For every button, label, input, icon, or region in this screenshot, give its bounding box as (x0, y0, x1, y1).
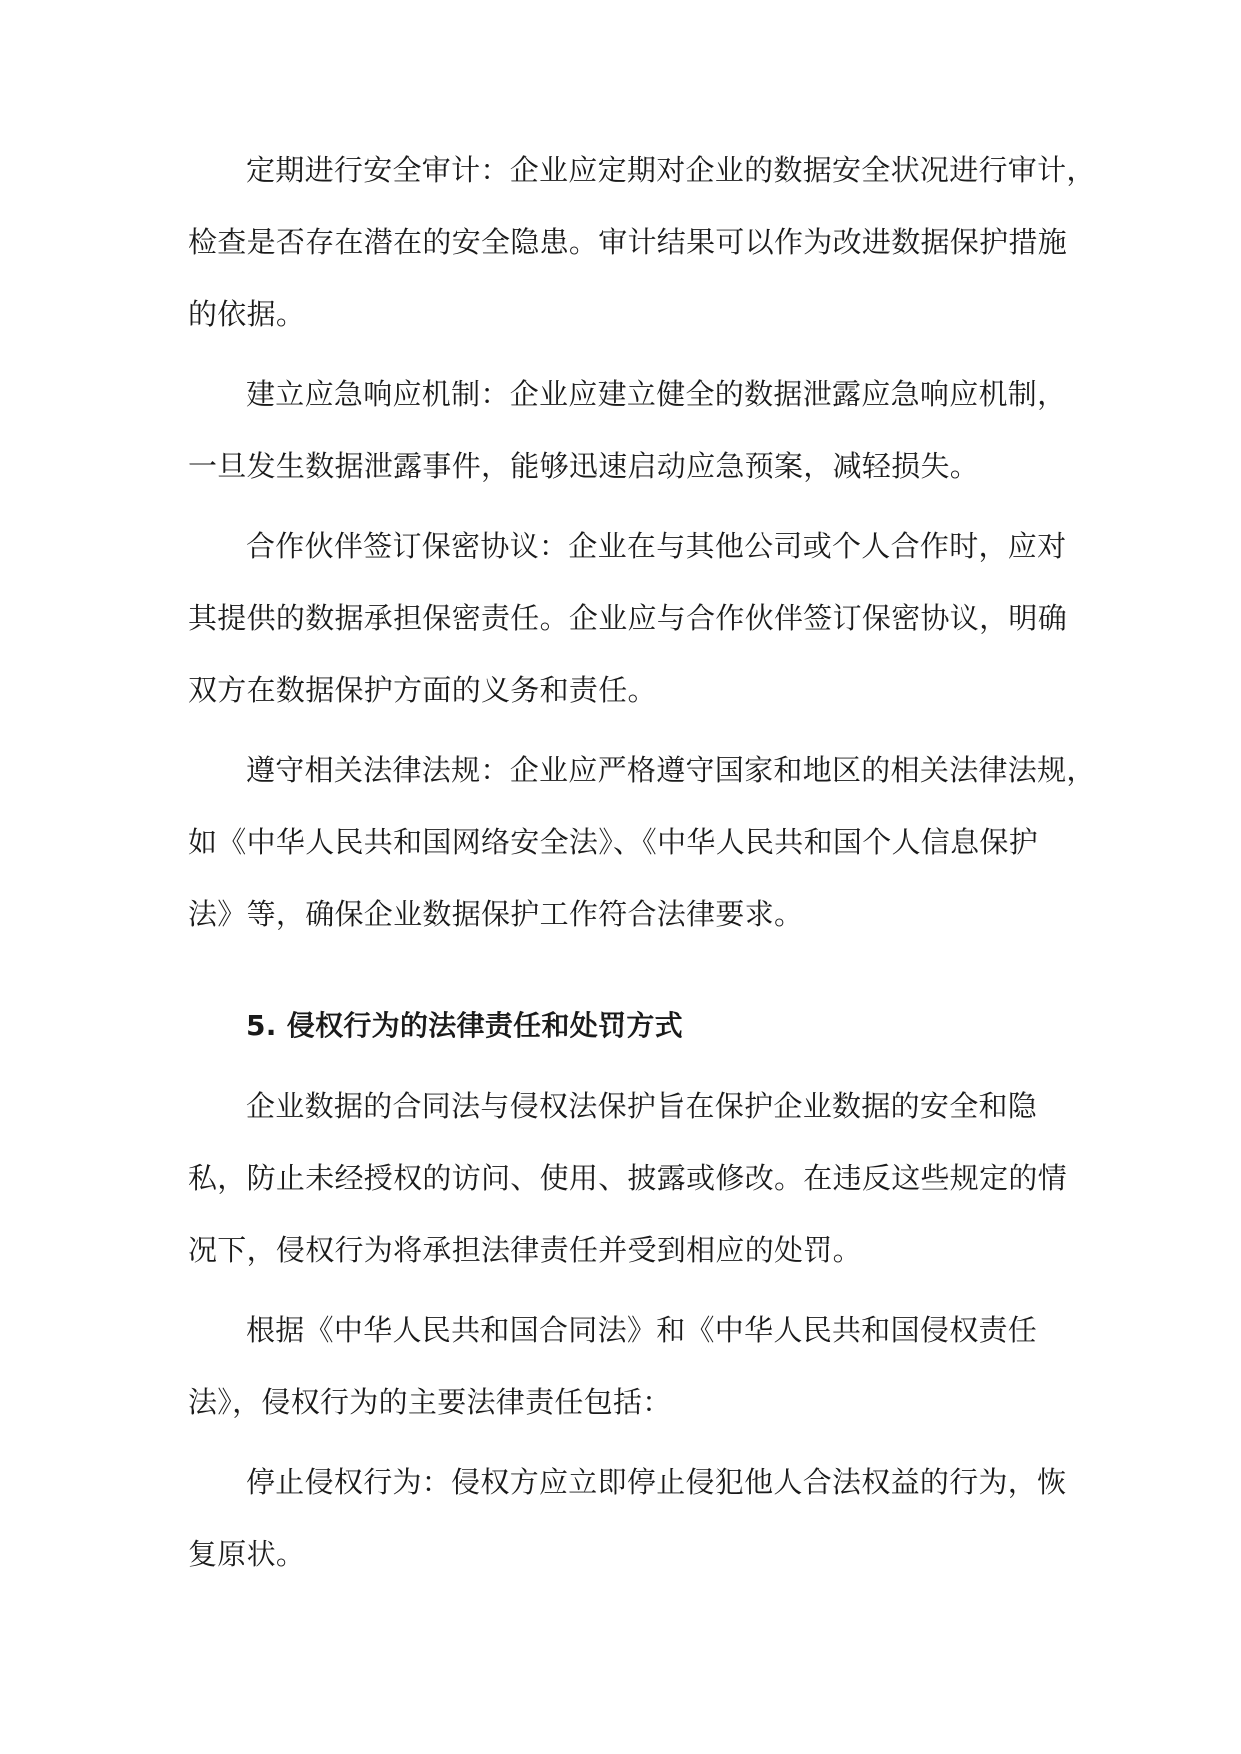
paragraph-line: 遵守相关法律法规：企业应严格遵守国家和地区的相关法律法规， (246, 753, 1096, 787)
paragraph-line: 合作伙伴签订保密协议：企业在与其他公司或个人合作时，应对 (246, 529, 1067, 563)
paragraph-line: 检查是否存在潜在的安全隐患。审计结果可以作为改进数据保护措施 (188, 225, 1068, 259)
paragraph-line: 法》等，确保企业数据保护工作符合法律要求。 (188, 897, 804, 931)
section-heading: 5. 侵权行为的法律责任和处罚方式 (246, 1009, 683, 1042)
paragraph-line: 根据《中华人民共和国合同法》和《中华人民共和国侵权责任 (246, 1313, 1038, 1347)
paragraph-line: 复原状。 (188, 1537, 306, 1571)
paragraph-line: 如《中华人民共和国网络安全法》、《中华人民共和国个人信息保护 (188, 825, 1039, 859)
paragraph-line: 其提供的数据承担保密责任。企业应与合作伙伴签订保密协议，明确 (188, 601, 1068, 635)
paragraph-line: 双方在数据保护方面的义务和责任。 (188, 673, 657, 707)
paragraph-line: 定期进行安全审计：企业应定期对企业的数据安全状况进行审计， (246, 153, 1096, 187)
paragraph-line: 的依据。 (188, 297, 306, 331)
paragraph-line: 企业数据的合同法与侵权法保护旨在保护企业数据的安全和隐 (246, 1089, 1038, 1123)
paragraph-line: 一旦发生数据泄露事件，能够迅速启动应急预案，减轻损失。 (188, 449, 980, 483)
paragraph-line: 况下，侵权行为将承担法律责任并受到相应的处罚。 (188, 1233, 862, 1267)
paragraph-line: 建立应急响应机制：企业应建立健全的数据泄露应急响应机制， (246, 377, 1067, 411)
paragraph-line: 停止侵权行为：侵权方应立即停止侵犯他人合法权益的行为，恢 (246, 1465, 1067, 1499)
paragraph-line: 法》，侵权行为的主要法律责任包括： (188, 1385, 672, 1419)
paragraph-line: 私，防止未经授权的访问、使用、披露或修改。在违反这些规定的情 (188, 1161, 1068, 1195)
